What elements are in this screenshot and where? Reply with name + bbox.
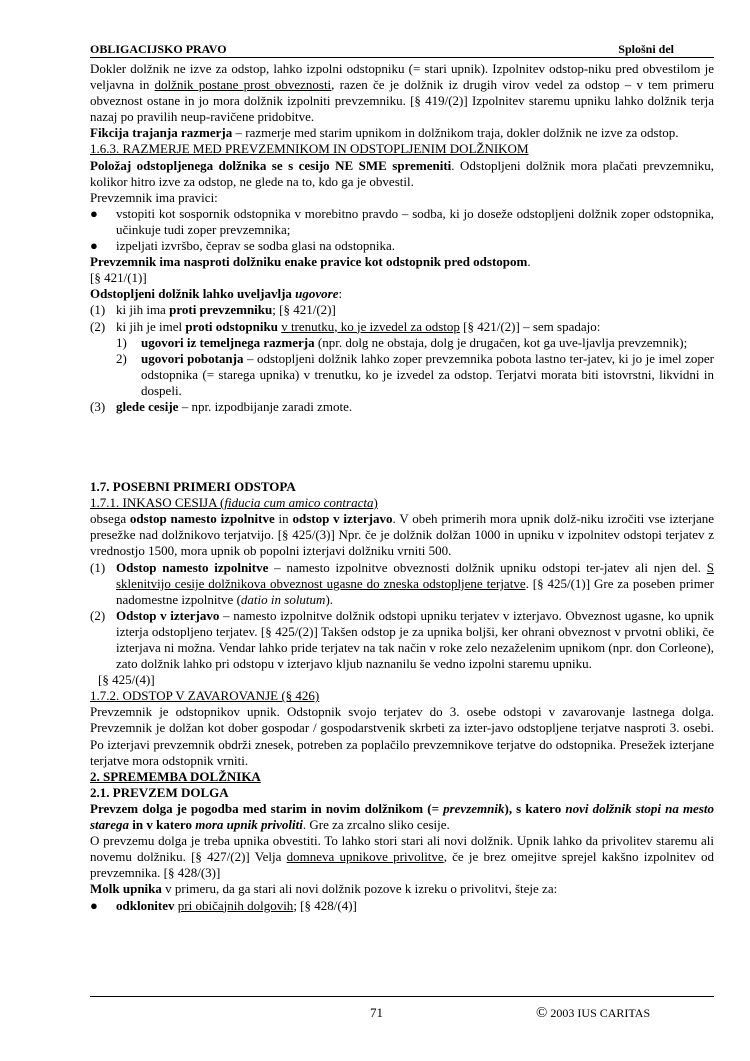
sub-list-item: 1) ugovori iz temeljnega razmerja (npr. dolg ne obstaja, dolg je drugačen, kot ga uve-ljavlja prevzemnik); — [116, 334, 688, 350]
section-heading-1-7-2: 1.7.2. ODSTOP V ZAVAROVANJE (§ 426) — [90, 688, 320, 704]
paragraph: Fikcija trajanja razmerja – razmerje med starim upnikom in dolžnikom traja, dokler dolžnik ne izve za odstop. — [90, 125, 679, 141]
paragraph: obsega odstop namesto izpolnitve in odstop v izterjavo. V obeh primerih mora upnik dolž-niku izročiti vse izterjane presežke nad dolžnikovo terjatvijo. [§ 425/(3)] Npr. če je dolžnik dolžan 1000 in upniku v izpolnitev odstopi terjatev z vrednostjo 1500, mora upnik ob popolni izterjavi dolžniku vrniti 500. — [90, 511, 714, 559]
paragraph: Prevzemnik je odstopnikov upnik. Odstopnik svojo terjatev do 3. osebe odstopi v zavarovanje lastnega dolga. Prevzemnik je dolžan kot dober gospodar / gospodarstvenik skrbeti za izter-javo odstopljene terjatve nasproti 3. osebi. Po izterjavi prevzemnik obdrži znesek, potreben za poplačilo prevzemnikove terjatve do odstopnika. Presežek izterjane terjatve mora odstopnik vrniti. — [90, 704, 714, 768]
paragraph: O prevzemu dolga je treba upnika obvestiti. To lahko stori stari ali novi dolžnik. Upnik lahko da privolitev staremu ali novemu dolžniku. [§ 427/(2)] Velja domneva upnikove privolitve, če je brez omejitve sprejel kakšno izpolnitev od prevzemnika. [§ 428/(3)] — [90, 833, 714, 881]
section-heading-1-6-3: 1.6.3. RAZMERJE MED PREVZEMNIKOM IN ODSTOPLJENIM DOLŽNIKOM — [90, 141, 529, 157]
list-item: (3) glede cesije – npr. izpodbijanje zaradi zmote. — [90, 398, 353, 414]
page-footer — [90, 996, 714, 1021]
section-heading-2-1: 2.1. PREVZEM DOLGA — [90, 784, 229, 800]
copyright-icon: © — [536, 1005, 548, 1021]
section-heading-2: 2. SPREMEMBA DOLŽNIKA — [90, 768, 261, 784]
paragraph: Odstopljeni dolžnik lahko uveljavlja ugovore: — [90, 286, 343, 302]
running-header — [90, 42, 714, 58]
paragraph: Molk upnika v primeru, da ga stari ali novi dolžnik pozove k izreku o privolitvi, šteje za: — [90, 881, 558, 897]
bullet-icon: ● — [90, 897, 98, 913]
paragraph: Prevzem dolga je pogodba med starim in novim dolžnikom (= prevzemnik), s katero novi dolžnik stopi na mesto starega in v katero mora upnik privoliti. Gre za zrcalno sliko cesije. — [90, 800, 714, 833]
section-heading-1-7-1: 1.7.1. INKASO CESIJA (fiducia cum amico contracta) — [90, 495, 378, 511]
sub-list-item: 2) ugovori pobotanja – odstopljeni dolžnik lahko zoper prevzemnika pobota lastno ter-jatev, ki jo je imel zoper odstopnika (= starega upnika) v trenutku, ko je izvedel za odstop. Terjatvi morata biti istovrstni, likvidni in dospeli. — [116, 350, 714, 398]
list-item: ● izpeljati izvršbo, čeprav se sodba glasi na odstopnika. — [90, 238, 396, 254]
header-left: OBLIGACIJSKO PRAVO — [90, 42, 227, 56]
paragraph: [§ 425/(4)] — [98, 672, 155, 688]
section-heading-1-7: 1.7. POSEBNI PRIMERI ODSTOPA — [90, 479, 296, 495]
bullet-icon: ● — [90, 205, 98, 221]
copyright: © 2003 IUS CARITAS — [536, 1005, 651, 1021]
page-number: 71 — [370, 1005, 383, 1020]
list-item: (1) ki jih ima proti prevzemniku; [§ 421/(2)] — [90, 302, 336, 318]
header-right: Splošni del — [618, 42, 674, 56]
paragraph: Prevzemnik ima nasproti dolžniku enake pravice kot odstopnik pred odstopom. — [90, 254, 531, 270]
list-item: ● odklonitev pri običajnih dolgovih; [§ 428/(4)] — [90, 897, 357, 913]
paragraph: Prevzemnik ima pravici: — [90, 189, 218, 205]
page-content — [90, 61, 714, 914]
list-item: (2) Odstop v izterjavo – namesto izpolnitve dolžnik odstopi upniku terjatev v izterjavo. Obveznost ugasne, ko upnik izterja odstopljeno terjatev. [§ 425/(2)] Takšen odstop je za upnika boljši, ker ohrani obveznost v prvotni obliki, če izterjava ni možna. Vendar lahko pride terjatev na tak način v roke zelo nezaželenim upnikom (npr. don Corleone), zato dolžnik lahko pri odstopu v izterjavo kljub naznanilu še vedno izpolni staremu upniku. — [90, 607, 714, 672]
paragraph: Dokler dolžnik ne izve za odstop, lahko izpolni odstopniku (= stari upnik). Izpolnitev odstop-niku pred obvestilom je veljavna in dolžnik postane prost obveznosti, razen če je dolžnik iz drugih virov vedel za odstop – v tem primeru obveznost ostane in jo mora dolžnik izpolniti prevzemniku. [§ 419/(2)] Izpolnitev staremu upniku lahko dolžnik terja nazaj po pravilih neup-ravičene pridobitve. — [90, 61, 715, 125]
list-item: ● vstopiti kot sospornik odstopnika v morebitno pravdo – sodba, ki jo doseže odstopljeni dolžnik zoper odstopnika, učinkuje tudi zoper prevzemnika; — [90, 205, 714, 237]
list-item: (2) ki jih je imel proti odstopniku v trenutku, ko je izvedel za odstop [§ 421/(2)] – sem spadajo: — [90, 318, 601, 334]
bullet-icon: ● — [90, 238, 98, 254]
paragraph: [§ 421/(1)] — [90, 270, 147, 286]
list-item: (1) Odstop namesto izpolnitve – namesto izpolnitve obveznosti dolžnik upniku odstopi ter-jatev ali njen del. S sklenitvijo cesije dolžnikova obveznost ugasne do zneska odstopljene terjatve. [§ 425/(1)] Gre za poseben primer nadomestne izpolnitve (datio in solutum). — [90, 559, 715, 607]
paragraph: Položaj odstopljenega dolžnika se s cesijo NE SME spremeniti. Odstopljeni dolžnik mora plačati prevzemniku, kolikor hitro izve za odstop, ne glede na to, kdo ga je obvestil. — [90, 157, 714, 189]
